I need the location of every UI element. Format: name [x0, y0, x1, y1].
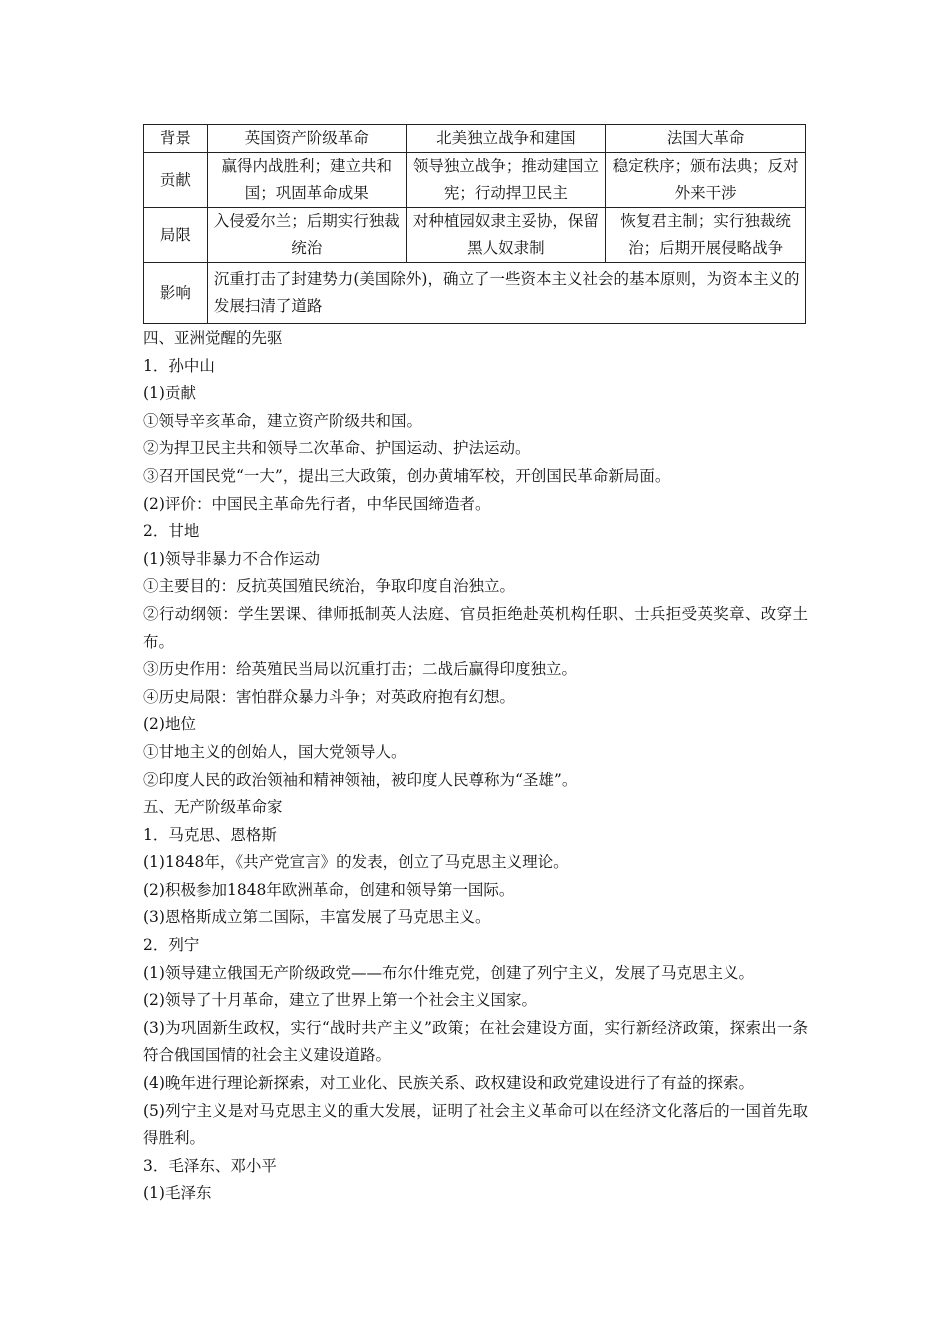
table-header-cell: 英国资产阶级革命 — [207, 125, 406, 153]
paragraph: ④历史局限：害怕群众暴力斗争；对英政府抱有幻想。 — [143, 687, 516, 706]
paragraph: ③历史作用：给英殖民当局以沉重打击；二战后赢得印度独立。 — [143, 660, 578, 679]
paragraph: (1)贡献 — [143, 384, 196, 403]
table-row — [144, 153, 806, 208]
paragraph: (1)毛泽东 — [143, 1184, 212, 1203]
table-header-cell: 北美独立战争和建国 — [406, 125, 606, 153]
paragraph: (3)为巩固新生政权，实行“战时共产主义”政策；在社会建设方面，实行新经济政策，探索出一条符合俄国国情的社会主义建设道路。 — [143, 1018, 808, 1065]
table-cell: 赢得内战胜利；建立共和国；巩固革命成果 — [207, 153, 406, 208]
revolution-comparison-table — [143, 124, 806, 324]
table-header-cell: 背景 — [144, 125, 208, 153]
table-cell: 恢复君主制；实行独裁统治；后期开展侵略战争 — [606, 208, 806, 263]
paragraph: (1)领导非暴力不合作运动 — [143, 549, 320, 568]
paragraph: (1)领导建立俄国无产阶级政党——布尔什维克党，创建了列宁主义，发展了马克思主义。 — [143, 963, 754, 982]
paragraph: (2)地位 — [143, 715, 196, 734]
paragraph: (1)1848年，《共产党宣言》的发表，创立了马克思主义理论。 — [143, 853, 569, 872]
document-page — [143, 124, 808, 1208]
paragraph: ②行动纲领：学生罢课、律师抵制英人法庭、官员拒绝赴英机构任职、士兵拒受英奖章、改穿土布。 — [143, 604, 808, 651]
table-cell: 入侵爱尔兰；后期实行独裁统治 — [207, 208, 406, 263]
row-label: 影响 — [144, 263, 208, 324]
paragraph: (5)列宁主义是对马克思主义的重大发展，证明了社会主义革命可以在经济文化落后的一国首先取得胜利。 — [143, 1101, 808, 1148]
paragraph: ①主要目的：反抗英国殖民统治，争取印度自治独立。 — [143, 577, 516, 596]
impact-cell: 沉重打击了封建势力(美国除外)，确立了一些资本主义社会的基本原则，为资本主义的发展扫清了道路 — [207, 263, 805, 324]
paragraph: (3)恩格斯成立第二国际，丰富发展了马克思主义。 — [143, 908, 491, 927]
subsection-heading: 2．列宁 — [143, 936, 200, 955]
paragraph: ①领导辛亥革命，建立资产阶级共和国。 — [143, 411, 423, 430]
paragraph: ②印度人民的政治领袖和精神领袖，被印度人民尊称为“圣雄”。 — [143, 770, 578, 789]
paragraph: ①甘地主义的创始人，国大党领导人。 — [143, 742, 407, 761]
subsection-heading: 1．孙中山 — [143, 356, 215, 375]
table-header-row — [144, 125, 806, 153]
table-cell: 稳定秩序；颁布法典；反对外来干涉 — [606, 153, 806, 208]
paragraph: (2)领导了十月革命，建立了世界上第一个社会主义国家。 — [143, 991, 537, 1010]
table-cell: 领导独立战争；推动建国立宪；行动捍卫民主 — [406, 153, 606, 208]
subsection-heading: 1．马克思、恩格斯 — [143, 825, 277, 844]
table-header-cell: 法国大革命 — [606, 125, 806, 153]
row-label: 局限 — [144, 208, 208, 263]
paragraph: (4)晚年进行理论新探索，对工业化、民族关系、政权建设和政党建设进行了有益的探索。 — [143, 1074, 754, 1093]
table-row — [144, 208, 806, 263]
document-body — [143, 325, 808, 1208]
section-heading: 五、无产阶级革命家 — [143, 798, 283, 817]
section-heading: 四、亚洲觉醒的先驱 — [143, 329, 283, 347]
paragraph: ②为捍卫民主共和领导二次革命、护国运动、护法运动。 — [143, 439, 531, 458]
subsection-heading: 3．毛泽东、邓小平 — [143, 1156, 277, 1175]
table-cell: 对种植园奴隶主妥协，保留黑人奴隶制 — [406, 208, 606, 263]
subsection-heading: 2．甘地 — [143, 522, 200, 541]
row-label: 贡献 — [144, 153, 208, 208]
paragraph: (2)积极参加1848年欧洲革命，创建和领导第一国际。 — [143, 880, 515, 899]
paragraph: (2)评价：中国民主革命先行者，中华民国缔造者。 — [143, 494, 491, 513]
paragraph: ③召开国民党“一大”，提出三大政策，创办黄埔军校，开创国民革命新局面。 — [143, 466, 671, 485]
table-row — [144, 263, 806, 324]
